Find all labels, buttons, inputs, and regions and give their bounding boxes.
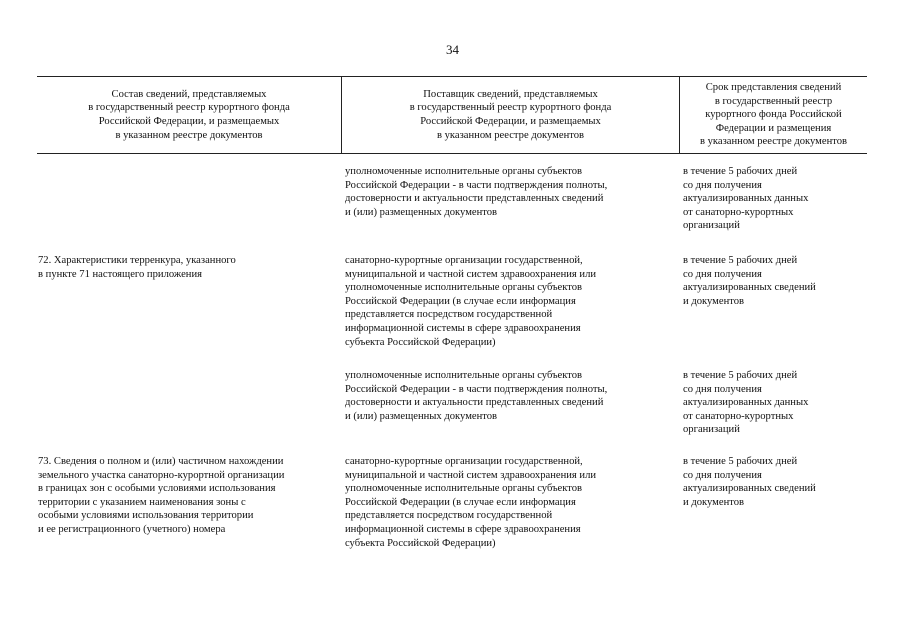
header-composition: Состав сведений, представляемых в государственный реестр курортного фонда Российской Федерации, и размещаемых в указанном реестре документов [88, 88, 290, 141]
row-4-item: 73. Сведения о полном и (или) частичном нахождении земельного участка санаторно-курортной организации в границах зон с особыми условиями использования территории с указанием наименования зоны с особыми условиями использования территории и ее регистрационного (учетного) номера [38, 456, 285, 535]
page-number: 34 [446, 42, 459, 57]
table-header [37, 76, 867, 154]
row-3-deadline: в течение 5 рабочих дней со дня получения актуализированных данных от санаторно-курортных организаций [683, 370, 809, 436]
row-3-supplier: уполномоченные исполнительные органы субъектов Российской Федерации - в части подтверждения полноты, достоверности и актуальности представленных сведений и (или) размещенных документов [345, 370, 608, 422]
row-2-deadline: в течение 5 рабочих дней со дня получения актуализированных сведений и документов [683, 255, 816, 307]
row-1-deadline: в течение 5 рабочих дней со дня получения актуализированных данных от санаторно-курортных организаций [683, 166, 809, 232]
header-supplier: Поставщик сведений, представляемых в государственный реестр курортного фонда Российской Федерации, и размещаемых в указанном реестре документов [341, 77, 679, 153]
header-deadline: Срок представления сведений в государственный реестр курортного фонда Российской Федерации и размещения в указанном реестре документов [679, 77, 867, 153]
row-2-supplier: санаторно-курортные организации государственной, муниципальной и частной систем здравоохранения или уполномоченные исполнительные органы субъектов Российской Федерации (в случае если информация представляется посредством государственной информационной системы в сфере здравоохранения субъекта Российской Федерации) [345, 255, 597, 348]
row-4-supplier: санаторно-курортные организации государственной, муниципальной и частной систем здравоохранения или уполномоченные исполнительные органы субъектов Российской Федерации (в случае если информация представляется посредством государственной информационной системы в сфере здравоохранения субъекта Российской Федерации) [345, 456, 597, 549]
row-1-supplier: уполномоченные исполнительные органы субъектов Российской Федерации - в части подтверждения полноты, достоверности и актуальности представленных сведений и (или) размещенных документов [345, 166, 608, 218]
row-2-item: 72. Характеристики терренкура, указанного в пункте 71 настоящего приложения [38, 255, 236, 280]
row-4-deadline: в течение 5 рабочих дней со дня получения актуализированных сведений и документов [683, 456, 816, 508]
